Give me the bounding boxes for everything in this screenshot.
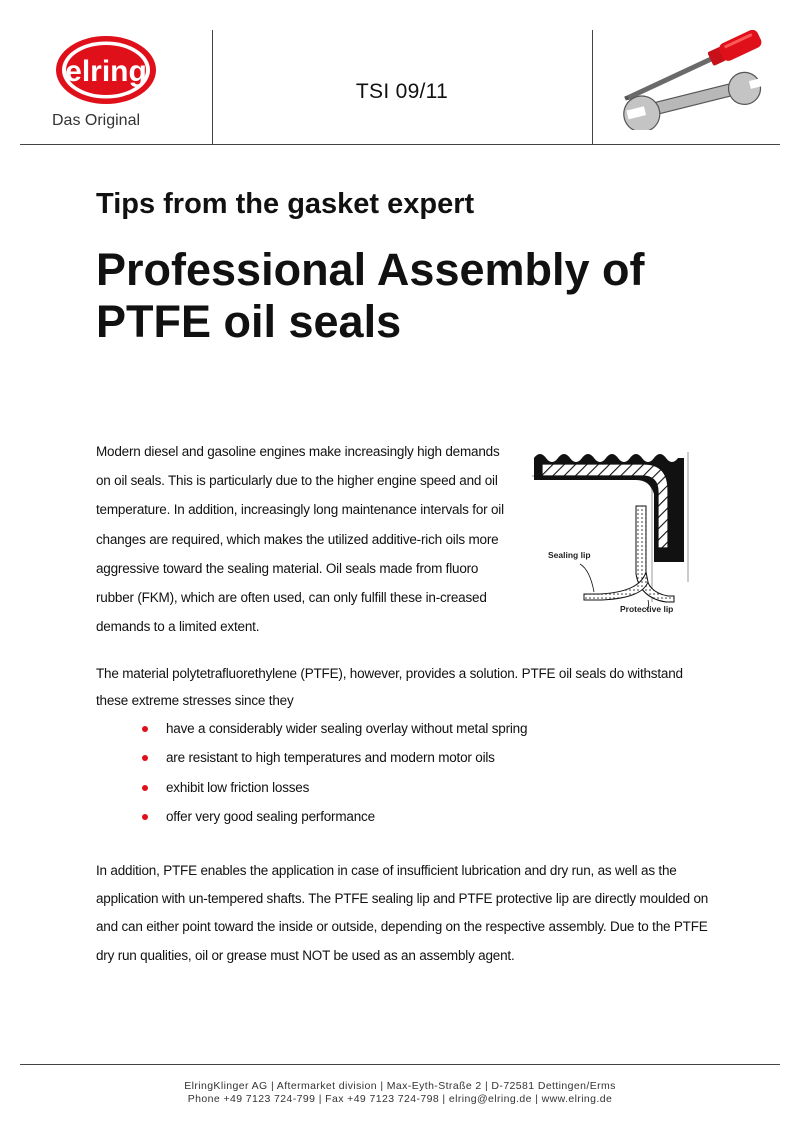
bullet-dot-icon [142, 814, 148, 820]
title-line-2: PTFE oil seals [96, 296, 402, 347]
footer-contact: Phone +49 7123 724-799 | Fax +49 7123 724-798 | elring@elring.de | www.elring.de [187, 1093, 613, 1105]
logo-tagline: Das Original [52, 112, 141, 129]
bullet-dot-icon [142, 785, 148, 791]
protective-lip-label: Protective lip [620, 604, 674, 614]
footer-address: ElringKlinger AG | Aftermarket division | Max-Eyth-Straße 2 | D-72581 Dettingen/Erms [184, 1080, 616, 1092]
list-item-text: have a considerably wider sealing overlay without metal spring [166, 721, 528, 736]
oil-seal-cross-section-figure [528, 432, 690, 622]
oil-seal-diagram [528, 432, 690, 622]
header-rule [20, 144, 780, 145]
ptfe-paragraph: The material polytetrafluorethylene (PTFE), however, provides a solution. PTFE oil seals do withstand these extreme stresses since they [96, 666, 683, 708]
list-item [140, 714, 700, 743]
list-item-text: exhibit low friction losses [166, 779, 310, 795]
title-line-1: Professional Assembly of [96, 244, 645, 295]
bullet-dot-icon [142, 755, 148, 761]
screwdriver-wrench-icon [618, 30, 778, 130]
logo-wordmark: elring [65, 55, 147, 88]
elring-logo [54, 34, 158, 106]
sealing-lip-label: Sealing lip [548, 550, 591, 560]
page-title [96, 244, 736, 348]
header-divider-right [592, 30, 593, 144]
list-item [140, 743, 700, 772]
list-item [140, 802, 700, 831]
list-item-text: are resistant to high temperatures and modern motor oils [166, 750, 495, 766]
assembly-paragraph: In addition, PTFE enables the application in case of insufficient lubrication and dry run, as well as the application with un-tempered shafts. The PTFE sealing lip and PTFE protective lip are directly moulded on and can either point toward the inside or outside, depending on the respective assembly. Due to the PTFE dry run qualities, oil or grease must NOT be used as an assembly agent. [96, 863, 709, 963]
document-id: TSI 09/11 [355, 80, 449, 103]
ptfe-benefits-list [140, 714, 700, 831]
list-item [140, 773, 700, 802]
bullet-dot-icon [142, 726, 148, 732]
intro-paragraph: Modern diesel and gasoline engines make increasingly high demands on oil seals. This is particularly due to the higher engine speed and oil temperature. In addition, increasingly long maintenance intervals for oil changes are required, which makes the utilized additive-rich oils more aggressive toward the sealing material. Oil seals made from fluoro rubber (FKM), which are often used, can only fulfill these in-creased demands to a limited extent. [96, 444, 504, 635]
list-item-text: offer very good sealing performance [166, 808, 375, 824]
subtitle: Tips from the gasket expert [96, 188, 475, 220]
footer-rule [20, 1064, 780, 1065]
